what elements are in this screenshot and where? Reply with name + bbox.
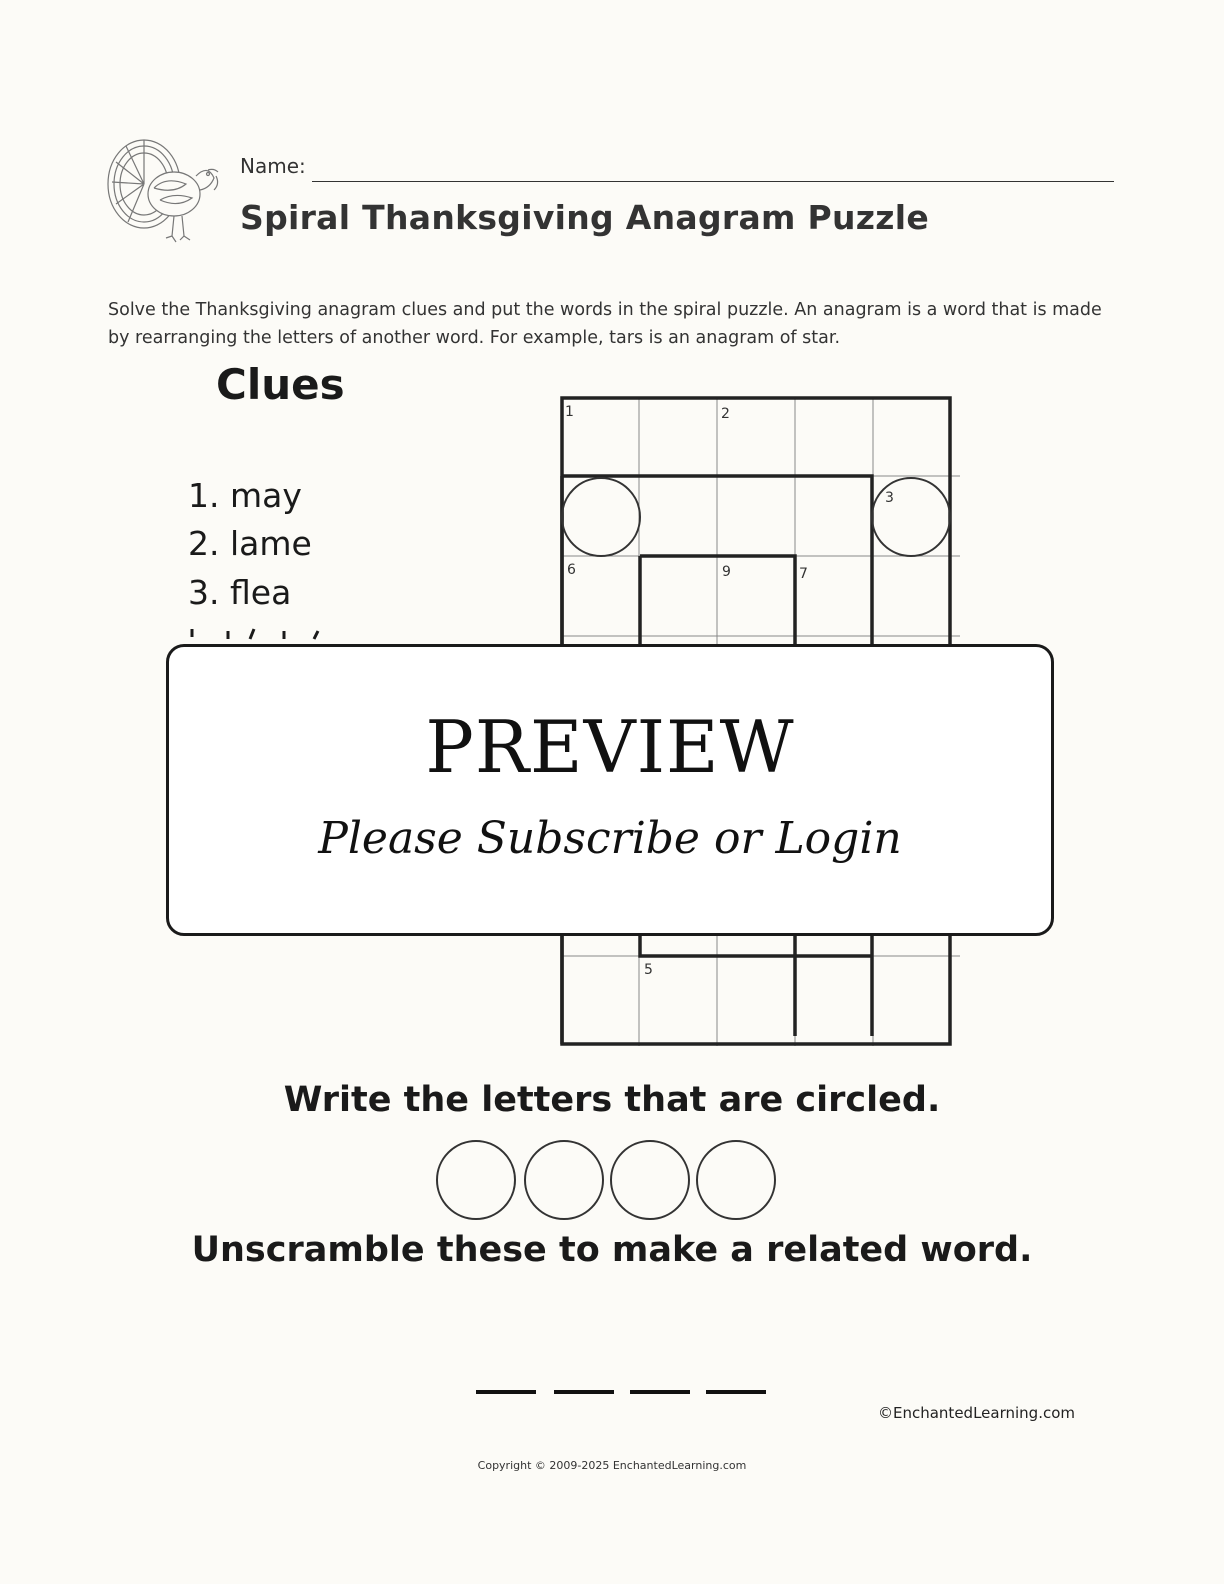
clue-partial-glyphs xyxy=(188,627,358,640)
name-line[interactable] xyxy=(312,181,1114,182)
cell-number-6: 6 xyxy=(567,562,576,578)
clue-item-partial xyxy=(188,626,358,640)
name-label: Name: xyxy=(240,154,306,178)
preview-title: PREVIEW xyxy=(425,705,795,789)
clue-item: 3. flea xyxy=(188,573,292,612)
cell-number-1: 1 xyxy=(565,404,574,420)
answer-circle[interactable] xyxy=(525,1141,603,1219)
preview-overlay[interactable] xyxy=(166,644,1054,936)
cell-number-9: 9 xyxy=(722,564,731,580)
page-title: Spiral Thanksgiving Anagram Puzzle xyxy=(240,198,930,237)
cell-number-3: 3 xyxy=(885,490,894,506)
circled-cell[interactable] xyxy=(562,478,640,556)
answer-circle[interactable] xyxy=(697,1141,775,1219)
cell-number-5: 5 xyxy=(644,962,653,978)
answer-circles xyxy=(436,1136,788,1224)
clues-heading: Clues xyxy=(216,360,345,409)
instructions: Solve the Thanksgiving anagram clues and put the words in the spiral puzzle. An anagram is a word that is made by rearranging the letters of another word. For example, tars is an anagram of star. xyxy=(108,300,1102,348)
cell-number-2: 2 xyxy=(721,406,730,422)
answer-blanks xyxy=(476,1386,776,1398)
cell-number-7: 7 xyxy=(799,566,808,582)
turkey-illustration xyxy=(104,132,226,252)
answer-circle[interactable] xyxy=(437,1141,515,1219)
clue-item: 2. lame xyxy=(188,524,312,563)
write-circled-instruction: Write the letters that are circled. xyxy=(283,1080,941,1120)
subscribe-login-link[interactable]: Please Subscribe or Login xyxy=(318,813,902,864)
circled-cell[interactable] xyxy=(872,478,950,556)
unscramble-instruction: Unscramble these to make a related word. xyxy=(191,1230,1033,1270)
credit-mark: ©EnchantedLearning.com xyxy=(878,1404,1075,1422)
clue-item: 1. may xyxy=(188,476,302,515)
copyright: Copyright © 2009-2025 EnchantedLearning.com xyxy=(477,1459,747,1472)
answer-circle[interactable] xyxy=(611,1141,689,1219)
